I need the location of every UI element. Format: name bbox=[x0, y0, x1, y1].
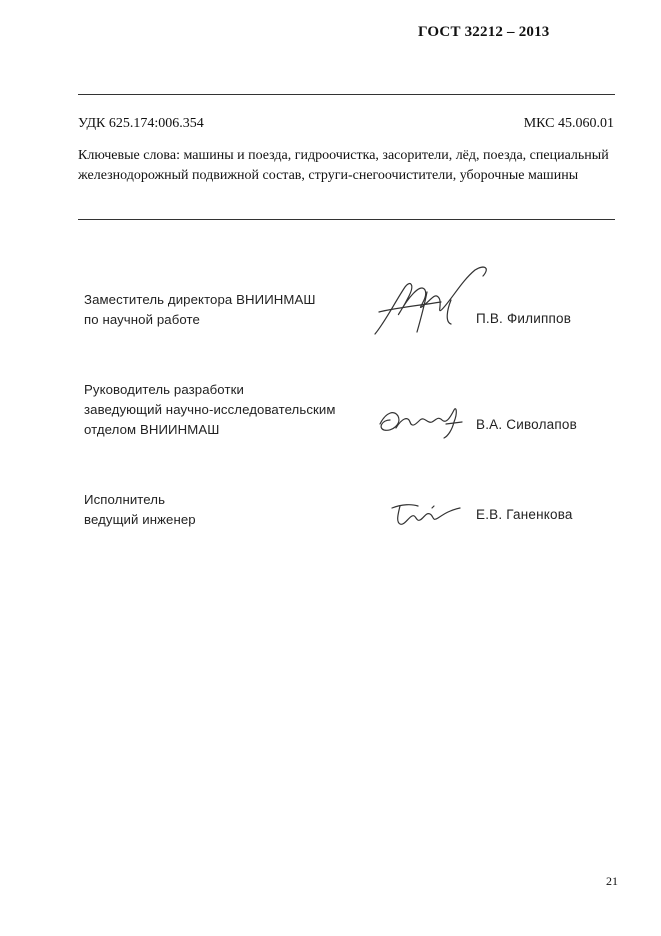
bottom-divider bbox=[78, 219, 615, 220]
signatory-name: Е.В. Ганенкова bbox=[476, 507, 573, 522]
signature-image bbox=[372, 402, 472, 442]
signature-image bbox=[388, 500, 468, 532]
signatory-role bbox=[84, 490, 196, 530]
role-line: заведующий научно-исследовательским bbox=[84, 402, 336, 417]
top-divider bbox=[78, 94, 615, 95]
role-line: отделом ВНИИНМАШ bbox=[84, 422, 220, 437]
role-line: ведущий инженер bbox=[84, 512, 196, 527]
signatory-name: П.В. Филиппов bbox=[476, 311, 572, 326]
signatory-role bbox=[84, 380, 336, 440]
udk-code: УДК 625.174:006.354 bbox=[78, 116, 204, 131]
signatory-name: В.А. Сиволапов bbox=[476, 417, 577, 432]
mks-code: МКС 45.060.01 bbox=[523, 116, 614, 131]
role-line: Исполнитель bbox=[84, 492, 166, 507]
keywords-text: Ключевые слова: машины и поезда, гидроочистка, засорители, лёд, поезда, специальный железнодорожный подвижной состав, струги-снегоочистители, уборочные машины bbox=[78, 148, 609, 183]
signatory-role bbox=[84, 290, 316, 330]
role-line: Руководитель разработки bbox=[84, 382, 244, 397]
signature-image bbox=[365, 262, 505, 342]
role-line: Заместитель директора ВНИИНМАШ bbox=[84, 292, 316, 307]
role-line: по научной работе bbox=[84, 312, 200, 327]
page-number: 21 bbox=[606, 874, 618, 888]
document-code: ГОСТ 32212 – 2013 bbox=[418, 24, 550, 40]
